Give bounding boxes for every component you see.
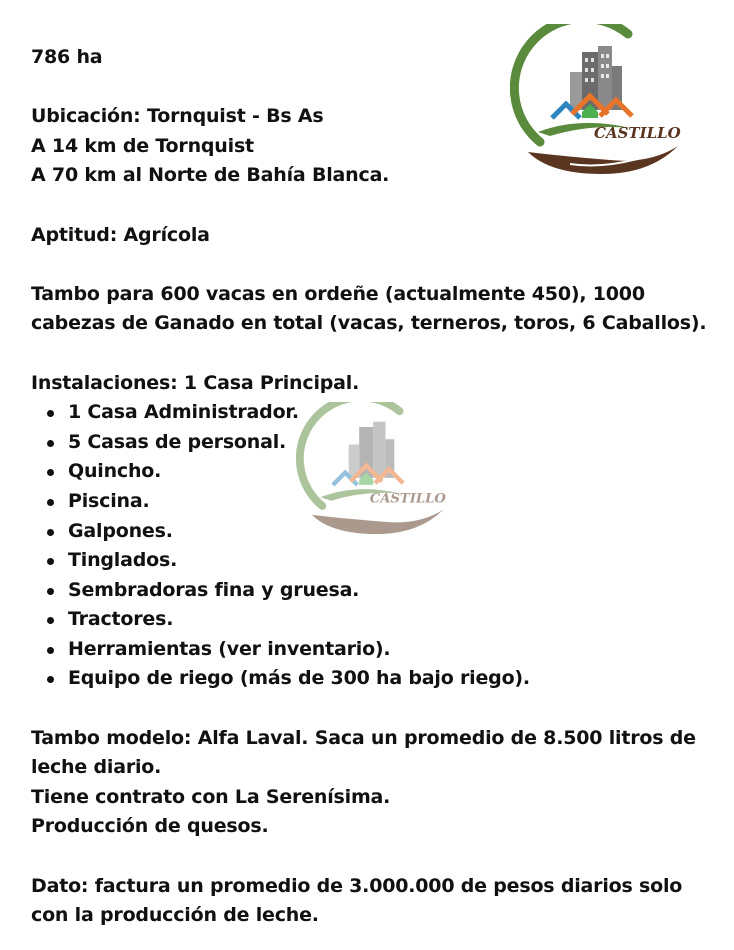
fact-line-1: Dato: factura un promedio de 3.000.000 de pesos diarios solo: [31, 874, 683, 897]
model-line-1: Tambo modelo: Alfa Laval. Saca un promedio de 8.500 litros de: [31, 726, 696, 749]
list-item: Sembradoras fina y gruesa.: [68, 576, 721, 606]
facilities-heading: Instalaciones: 1 Casa Principal.: [31, 371, 360, 394]
logo-brand-text: CASTILLO: [369, 491, 446, 507]
logo-brand-text: CASTILLO: [594, 124, 681, 142]
aptitude-text: Aptitud: Agrícola: [31, 223, 210, 246]
list-item: Herramientas (ver inventario).: [68, 635, 721, 665]
list-item: Equipo de riego (más de 300 ha bajo riego).: [68, 664, 721, 694]
castillo-watermark: [296, 402, 454, 552]
list-item: Galpones.: [68, 517, 721, 547]
list-item: Tinglados.: [68, 546, 721, 576]
list-item: Piscina.: [68, 487, 721, 517]
logo-leaf: [312, 509, 444, 534]
castillo-logo: [510, 24, 690, 194]
area-text: 786 ha: [31, 46, 103, 68]
dairy-line-1: Tambo para 600 vacas en ordeñe (actualmente 450), 1000: [31, 282, 645, 305]
castillo-logo-graphic: [510, 24, 690, 194]
location-line-1: Ubicación: Tornquist - Bs As: [31, 105, 324, 128]
fact-line-2: con la producción de leche.: [31, 904, 319, 927]
list-item: Tractores.: [68, 605, 721, 635]
dairy-line-2: cabezas de Ganado en total (vacas, terneros, toros, 6 Caballos).: [31, 312, 707, 335]
list-item: 1 Casa Administrador.: [68, 398, 721, 428]
list-item: 5 Casas de personal.: [68, 428, 721, 458]
list-item: Quincho.: [68, 457, 721, 487]
building-shape: [373, 422, 385, 478]
model-line-3: Tiene contrato con La Serenísima.: [31, 785, 391, 808]
castillo-watermark-graphic: [296, 402, 454, 552]
model-line-2: leche diario.: [31, 756, 162, 779]
location-line-2: A 14 km de Tornquist: [31, 134, 254, 157]
logo-leaf: [528, 146, 678, 174]
model-line-4: Producción de quesos.: [31, 815, 269, 838]
location-line-3: A 70 km al Norte de Bahía Blanca.: [31, 164, 390, 187]
building-shape: [598, 46, 612, 110]
